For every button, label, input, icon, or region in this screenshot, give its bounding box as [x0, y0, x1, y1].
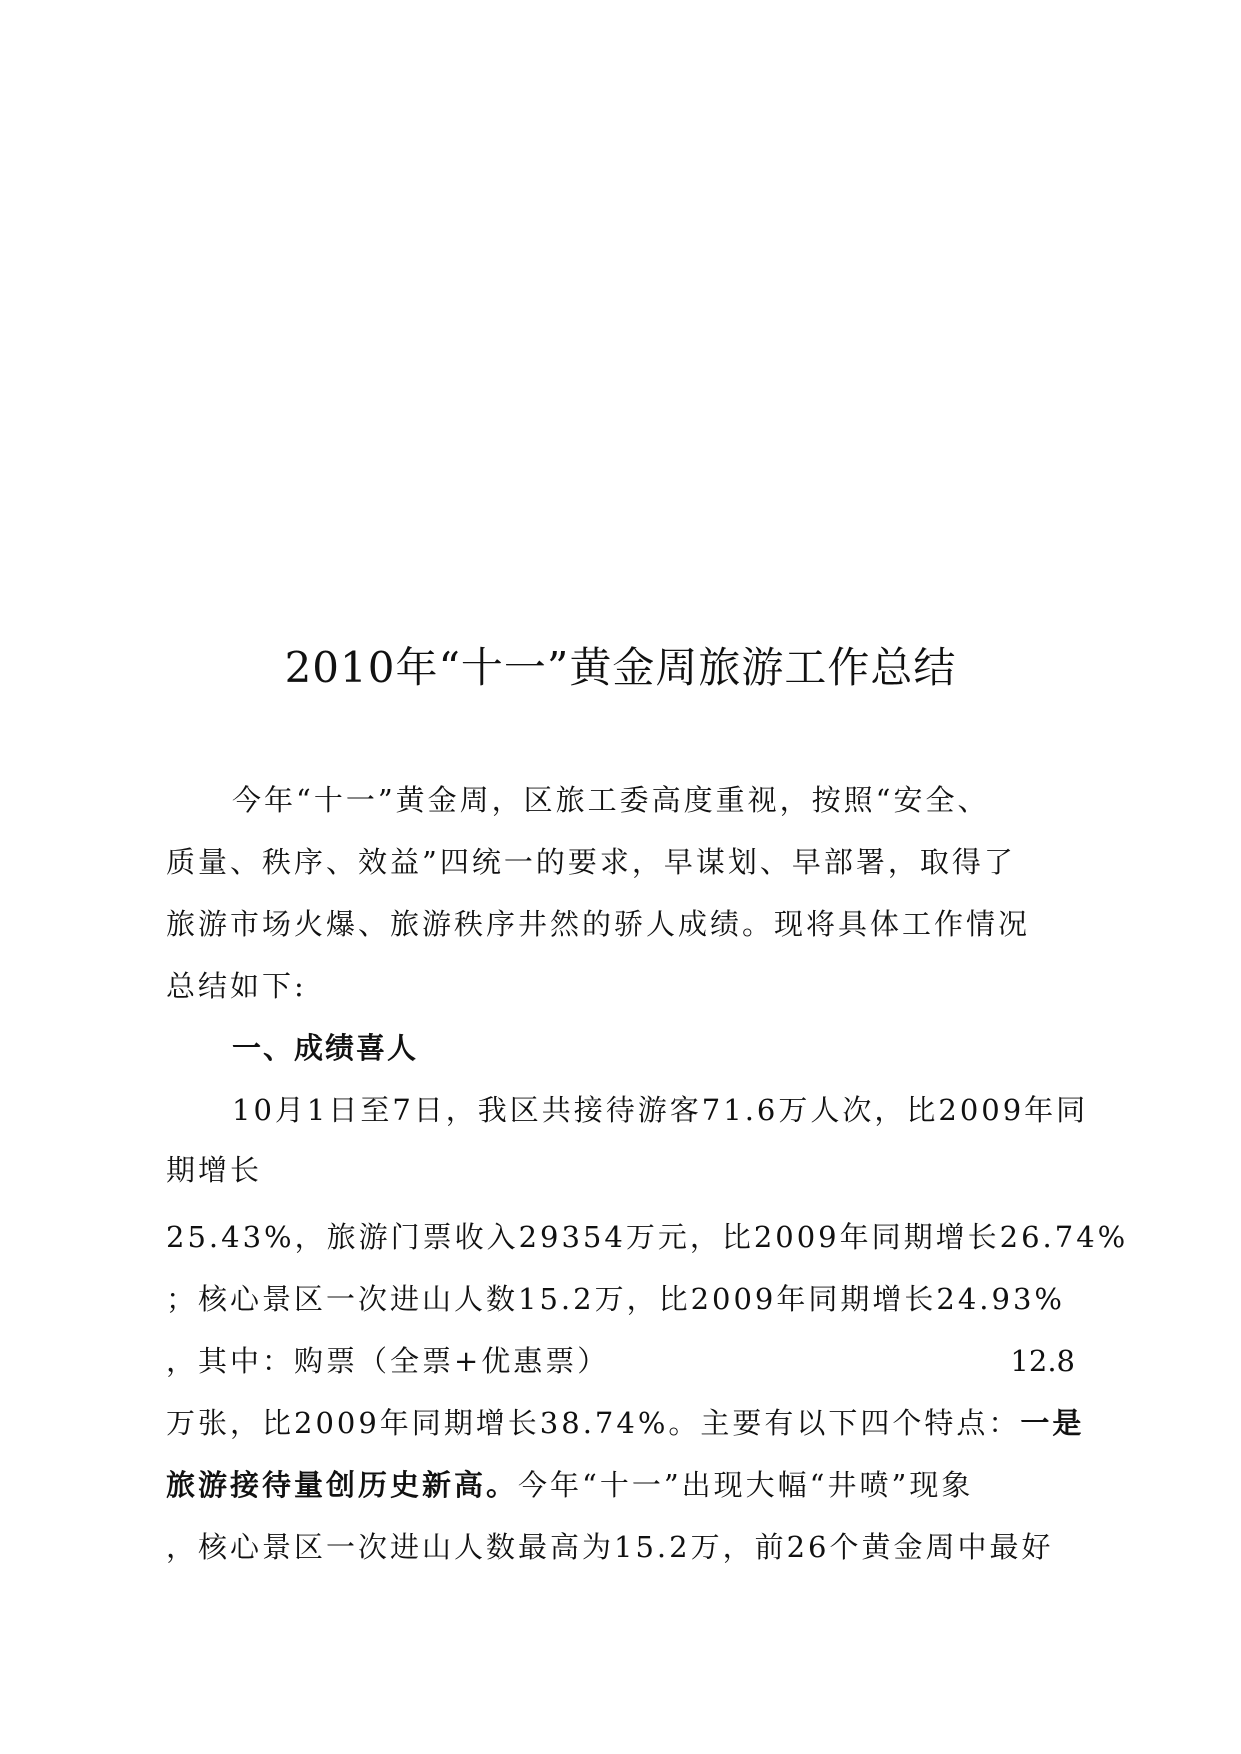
intro-line-3: 旅游市场火爆、旅游秩序井然的骄人成绩。现将具体工作情况: [166, 907, 1031, 941]
body-line-7-emphasis: 旅游接待量创历史新高。: [166, 1468, 519, 1502]
body-line-6-text: 万张，比2009年同期增长38.74%。主要有以下四个特点：: [166, 1406, 1021, 1440]
body-line-6-emphasis: 一是: [1020, 1406, 1085, 1440]
body-line-7-text: 今年“十一”出现大幅“井喷”现象: [518, 1468, 974, 1502]
body-line-8: ，核心景区一次进山人数最高为15.2万，前26个黄金周中最好: [166, 1530, 1054, 1564]
body-line-5: ，其中：购票（全票+优惠票）: [166, 1344, 610, 1378]
body-line-1: 10月1日至7日，我区共接待游客71.6万人次，比2009年同: [232, 1093, 1089, 1127]
document-title: 2010年“十一”黄金周旅游工作总结: [284, 643, 957, 692]
intro-line-1: 今年“十一”黄金周，区旅工委高度重视，按照“安全、: [232, 783, 990, 817]
section-heading: 一、成绩喜人: [232, 1031, 419, 1065]
intro-line-2: 质量、秩序、效益”四统一的要求，早谋划、早部署，取得了: [166, 845, 1016, 879]
body-line-7: [166, 1465, 973, 1505]
body-line-2: 期增长: [166, 1153, 263, 1187]
body-line-4: ；核心景区一次进山人数15.2万，比2009年同期增长24.93%: [166, 1282, 1065, 1316]
body-line-5-number: 12.8: [1010, 1344, 1075, 1378]
intro-line-4: 总结如下:: [166, 969, 307, 1003]
body-line-3: 25.43%，旅游门票收入29354万元，比2009年同期增长26.74%: [166, 1220, 1129, 1254]
body-line-6: [166, 1403, 1084, 1443]
